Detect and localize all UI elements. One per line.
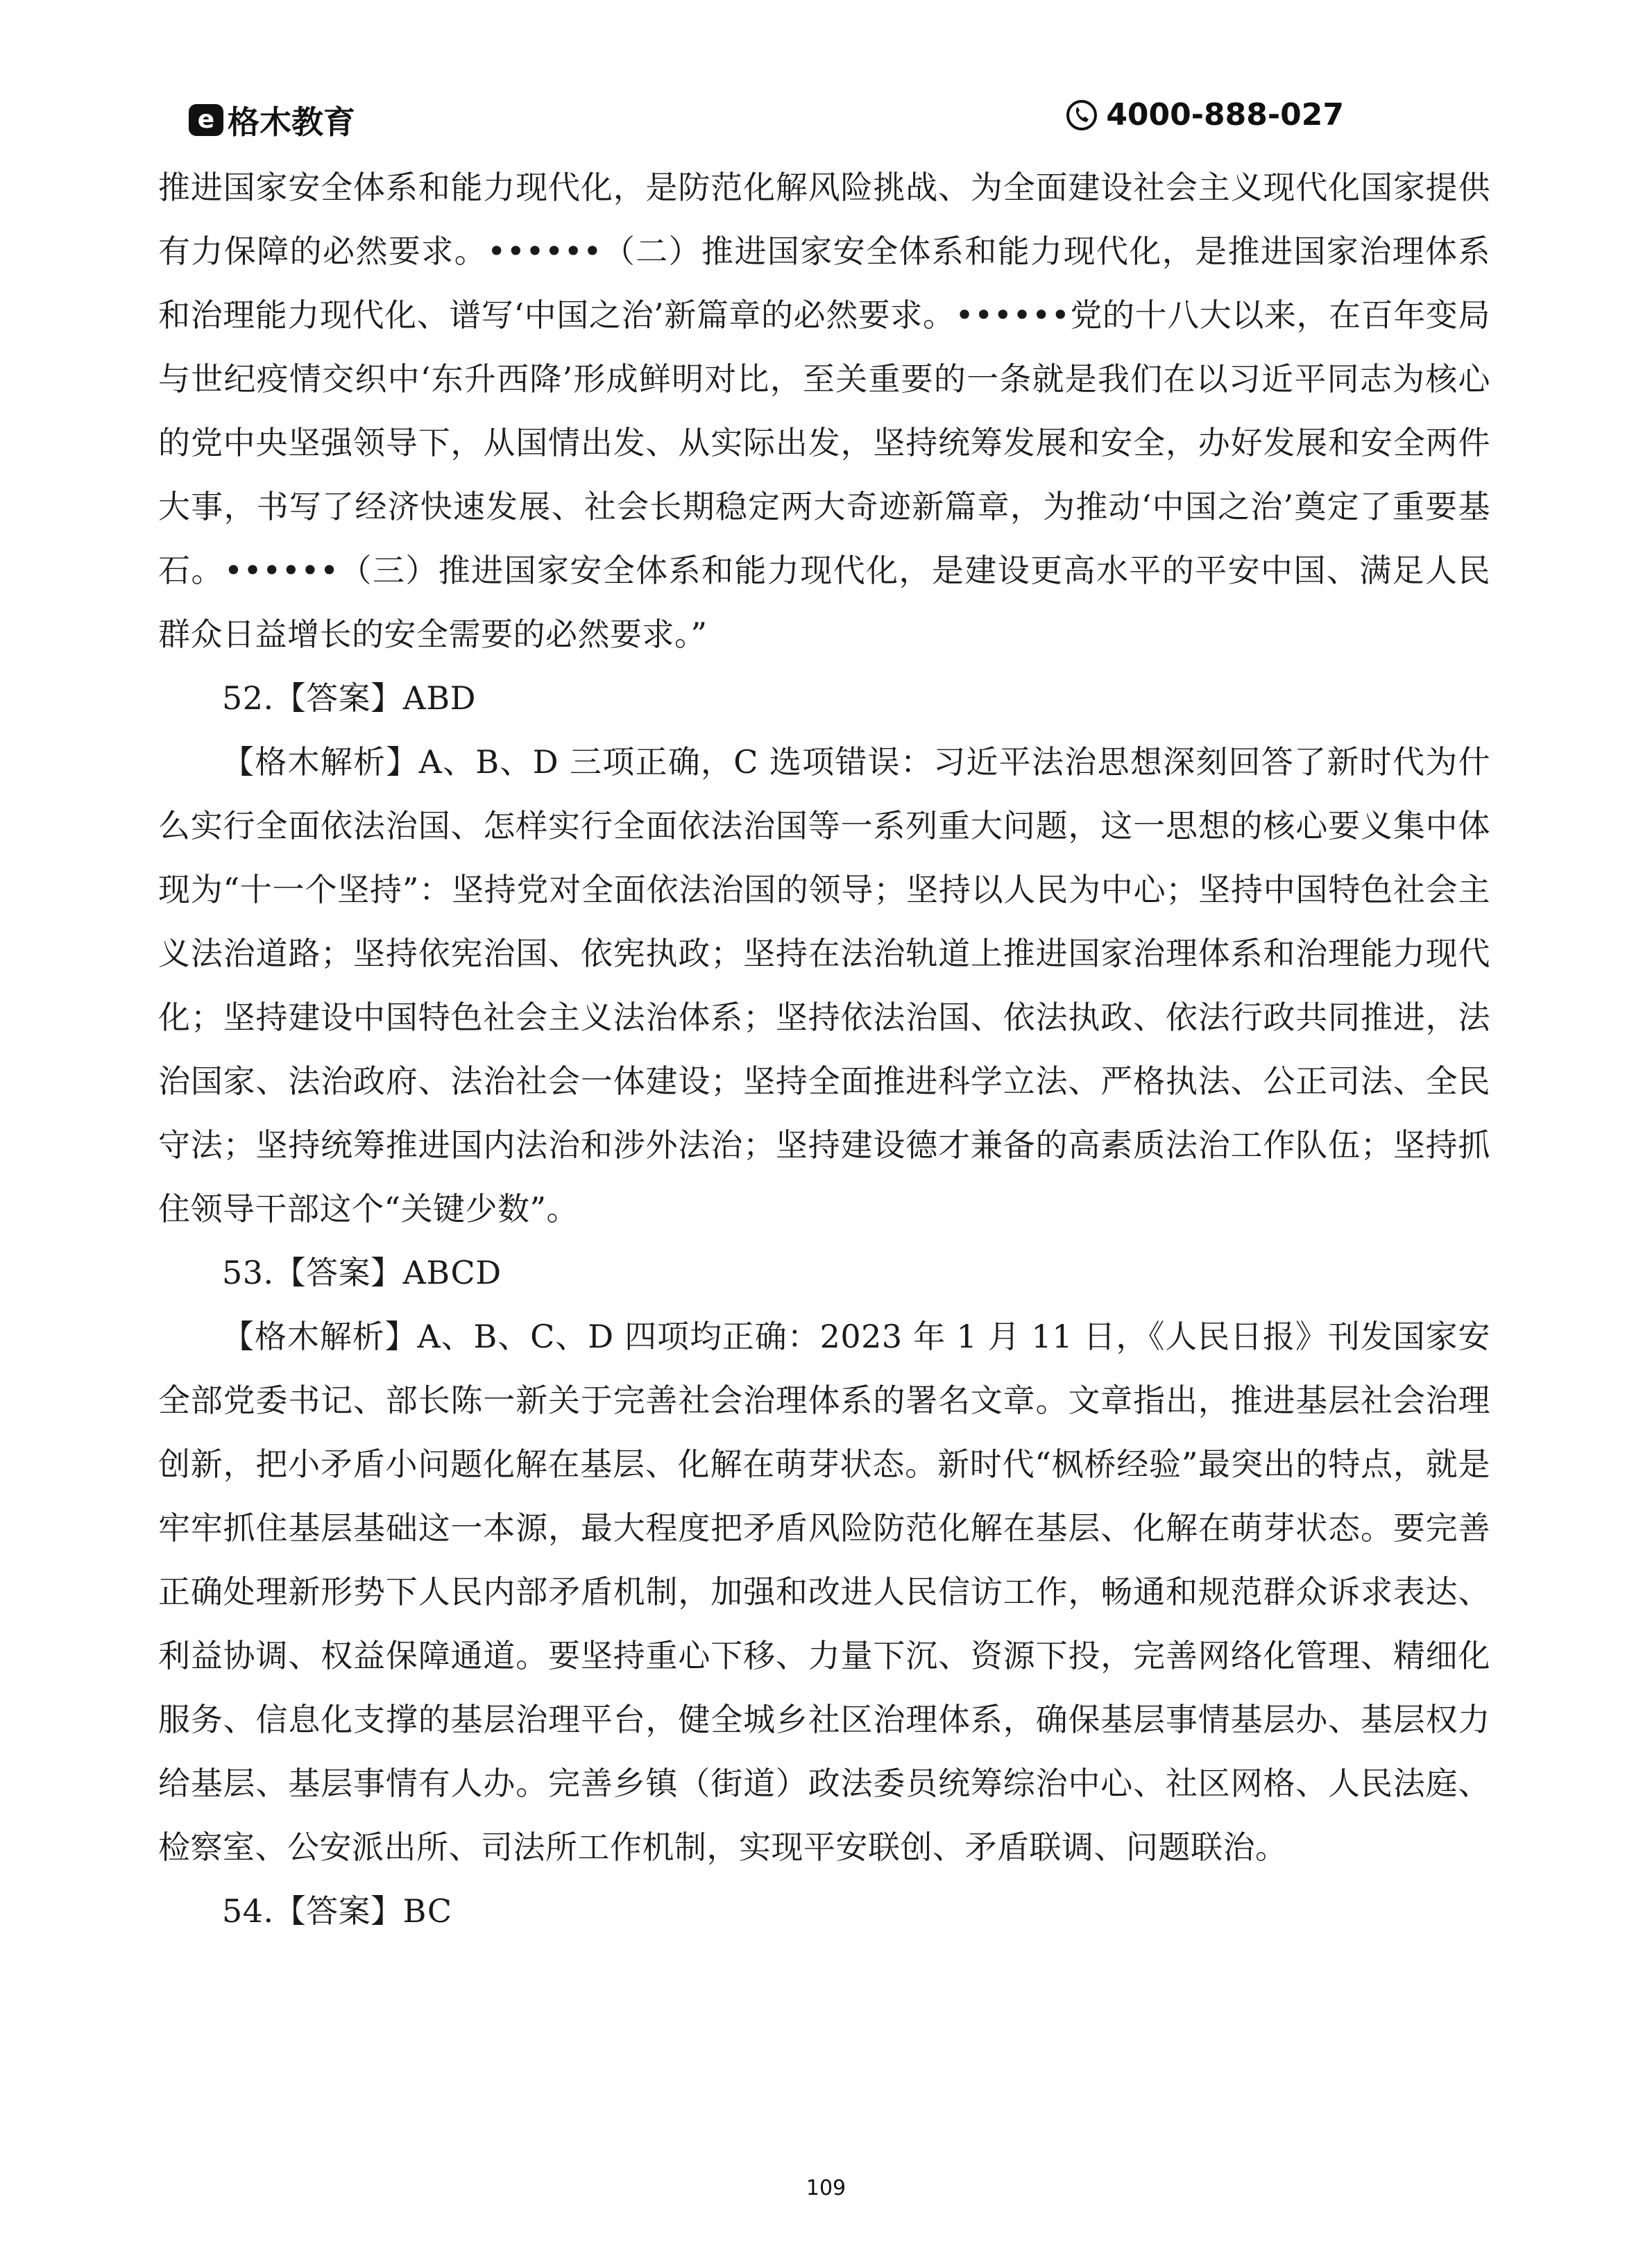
phone-contact (1066, 97, 1344, 133)
paragraph-continuation: 推进国家安全体系和能力现代化，是防范化解风险挑战、为全面建设社会主义现代化国家提供有力保障的必然要求。••••••（二）推进国家安全体系和能力现代化，是推进国家治理体系和治理能力现代化、谱写‘中国之治’新篇章的必然要求。••••••党的十八大以来，在百年变局与世纪疫情交织中‘东升西降’形成鲜明对比，至关重要的一条就是我们在以习近平同志为核心的党中央坚强领导下，从国情出发、从实际出发，坚持统筹发展和安全，办好发展和安全两件大事，书写了经济快速发展、社会长期稳定两大奇迹新篇章，为推动‘中国之治’奠定了重要基石。••••••（三）推进国家安全体系和能力现代化，是建设更高水平的平安中国、满足人民群众日益增长的安全需要的必然要求。” (158, 169, 1490, 653)
phone-icon (1066, 99, 1098, 131)
document-body (158, 155, 1490, 1943)
answer-52: 52.【答案】ABD (222, 679, 477, 717)
phone-number: 4000-888-027 (1106, 97, 1344, 133)
answer-53: 53.【答案】ABCD (222, 1254, 502, 1291)
brand-name: 格木教育 (228, 103, 355, 141)
page-header (189, 97, 1463, 153)
page-number: 109 (806, 2176, 846, 2200)
answer-54: 54.【答案】BC (222, 1892, 452, 1930)
explanation-52: 【格木解析】A、B、D 三项正确，C 选项错误：习近平法治思想深刻回答了新时代为什么实行全面依法治国、怎样实行全面依法治国等一系列重大问题，这一思想的核心要义集中体现为“十一个坚持”：坚持党对全面依法治国的领导；坚持以人民为中心；坚持中国特色社会主义法治道路；坚持依宪治国、依宪执政；坚持在法治轨道上推进国家治理体系和治理能力现代化；坚持建设中国特色社会主义法治体系；坚持依法治国、依法执政、依法行政共同推进，法治国家、法治政府、法治社会一体建设；坚持全面推进科学立法、严格执法、公正司法、全民守法；坚持统筹推进国内法治和涉外法治；坚持建设德才兼备的高素质法治工作队伍；坚持抓住领导干部这个“关键少数”。 (158, 743, 1490, 1228)
explanation-53: 【格木解析】A、B、C、D 四项均正确：2023 年 1 月 11 日，《人民日报》刊发国家安全部党委书记、部长陈一新关于完善社会治理体系的署名文章。文章指出，推进基层社会治理创新，把小矛盾小问题化解在基层、化解在萌芽状态。新时代“枫桥经验”最突出的特点，就是牢牢抓住基层基础这一本源，最大程度把矛盾风险防范化解在基层、化解在萌芽状态。要完善正确处理新形势下人民内部矛盾机制，加强和改进人民信访工作，畅通和规范群众诉求表达、利益协调、权益保障通道。要坚持重心下移、力量下沉、资源下投，完善网络化管理、精细化服务、信息化支撑的基层治理平台，健全城乡社区治理体系，确保基层事情基层办、基层权力给基层、基层事情有人办。完善乡镇（街道）政法委员统筹综治中心、社区网格、人民法庭、检察室、公安派出所、司法所工作机制，实现平安联创、矛盾联调、问题联治。 (158, 1318, 1490, 1866)
brand-logo (189, 97, 355, 143)
brand-e-icon: e (189, 104, 223, 136)
